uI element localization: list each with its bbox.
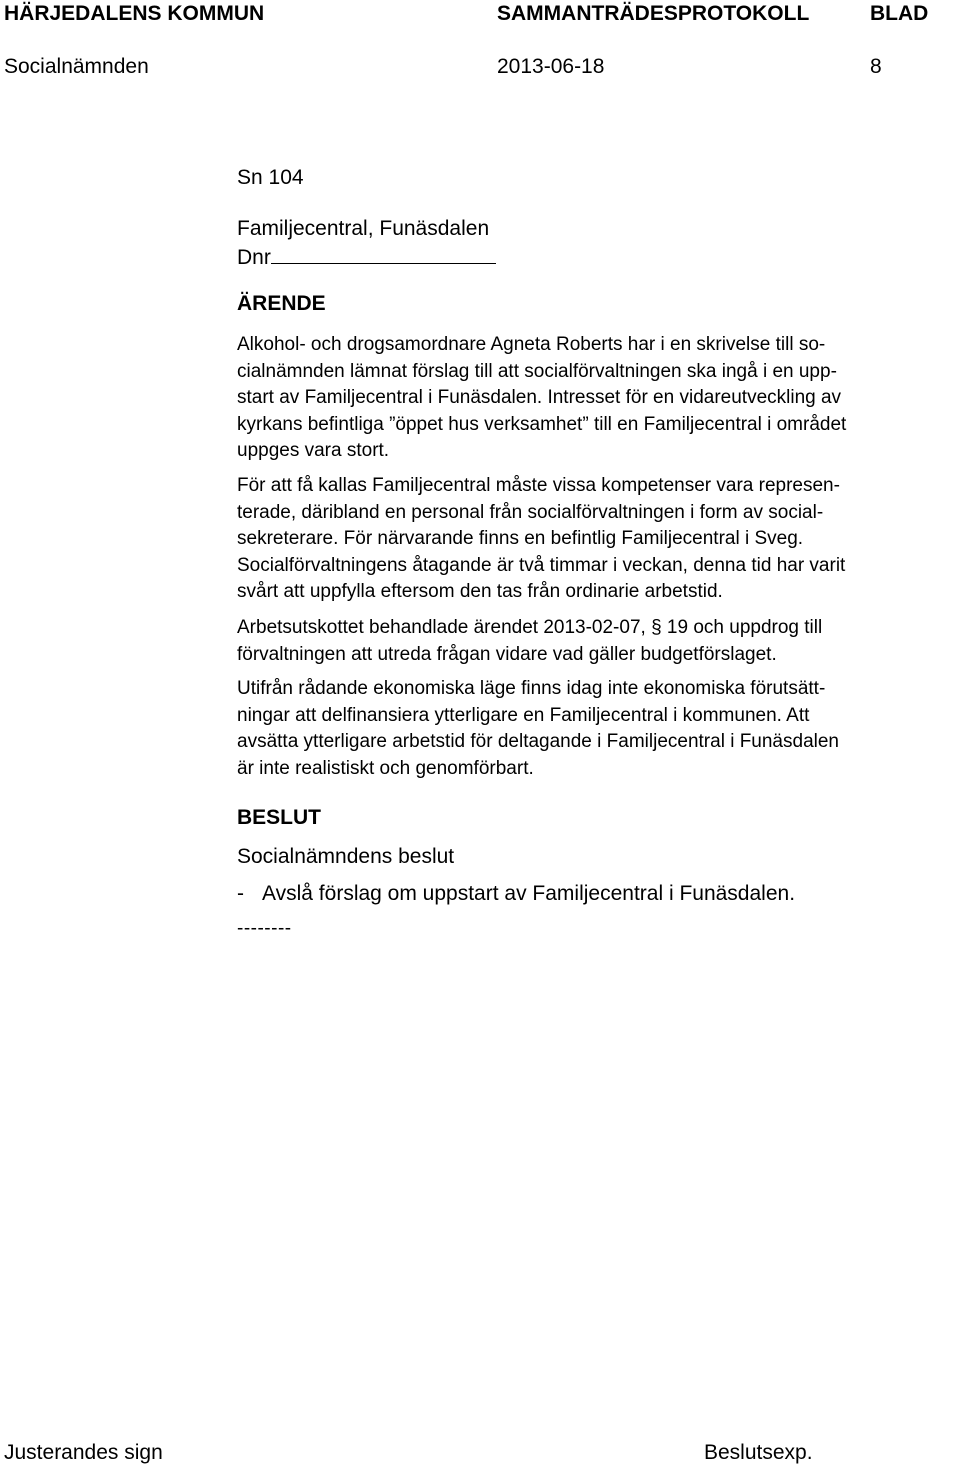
section-separator: -------- (237, 918, 292, 939)
text-line: ningar att delfinansiera ytterligare en Familjecentral i kommunen. Att (237, 704, 810, 726)
dnr-line (237, 245, 496, 270)
sheet-label: BLAD (870, 2, 929, 25)
committee-name: Socialnämnden (4, 55, 149, 78)
arende-paragraph (237, 676, 953, 782)
meeting-date: 2013-06-18 (497, 55, 605, 78)
text-line: sekreterare. För närvarande finns en befintlig Familjecentral i Sveg. (237, 528, 804, 549)
document-type: SAMMANTRÄDESPROTOKOLL (497, 2, 810, 25)
text-line: svårt att uppfylla eftersom den tas från ordinarie arbetstid. (237, 581, 723, 602)
footer-extract-label: Beslutsexp. (704, 1441, 813, 1464)
decision-text: Avslå förslag om uppstart av Familjecentral i Funäsdalen. (262, 882, 796, 905)
arende-heading: ÄRENDE (237, 292, 326, 315)
text-line: cialnämnden lämnat förslag till att socialförvaltningen ska ingå i en upp- (237, 360, 837, 382)
text-line: kyrkans befintliga ”öppet hus verksamhet” till en Familjecentral i området (237, 413, 847, 435)
text-line: förvaltningen att utreda frågan vidare vad gäller budgetförslaget. (237, 643, 777, 665)
text-line: För att få kallas Familjecentral måste vissa kompetenser vara represen- (237, 475, 840, 496)
arende-paragraph (237, 615, 953, 668)
beslut-heading: BESLUT (237, 806, 321, 829)
text-line: Alkohol- och drogsamordnare Agneta Roberts har i en skrivelse till so- (237, 334, 826, 355)
text-line: är inte realistiskt och genomförbart. (237, 757, 534, 779)
dnr-label: Dnr (237, 246, 271, 269)
arende-paragraph (237, 332, 953, 465)
text-line: Utifrån rådande ekonomiska läge finns idag inte ekonomiska förutsätt- (237, 678, 826, 699)
text-line: avsätta ytterligare arbetstid för deltagande i Familjecentral i Funäsdalen (237, 731, 839, 752)
decision-item (237, 882, 795, 906)
arende-paragraph (237, 473, 953, 606)
page-number: 8 (870, 55, 882, 78)
municipality-name: HÄRJEDALENS KOMMUN (4, 2, 265, 25)
decision-label: Socialnämndens beslut (237, 845, 455, 868)
case-title: Familjecentral, Funäsdalen (237, 217, 490, 240)
text-line: terade, däribland en personal från socialförvaltningen i form av social- (237, 501, 824, 523)
text-line: start av Familjecentral i Funäsdalen. Intresset för en vidareutveckling av (237, 387, 842, 408)
footer-signature-label: Justerandes sign (4, 1441, 163, 1464)
text-line: Arbetsutskottet behandlade ärendet 2013-02-07, § 19 och uppdrog till (237, 617, 823, 638)
case-section-number: Sn 104 (237, 166, 304, 189)
dnr-blank-field (271, 245, 496, 264)
text-line: Socialförvaltningens åtagande är två timmar i veckan, denna tid har varit (237, 554, 846, 576)
list-marker: - (237, 882, 244, 905)
text-line: uppges vara stort. (237, 440, 390, 461)
